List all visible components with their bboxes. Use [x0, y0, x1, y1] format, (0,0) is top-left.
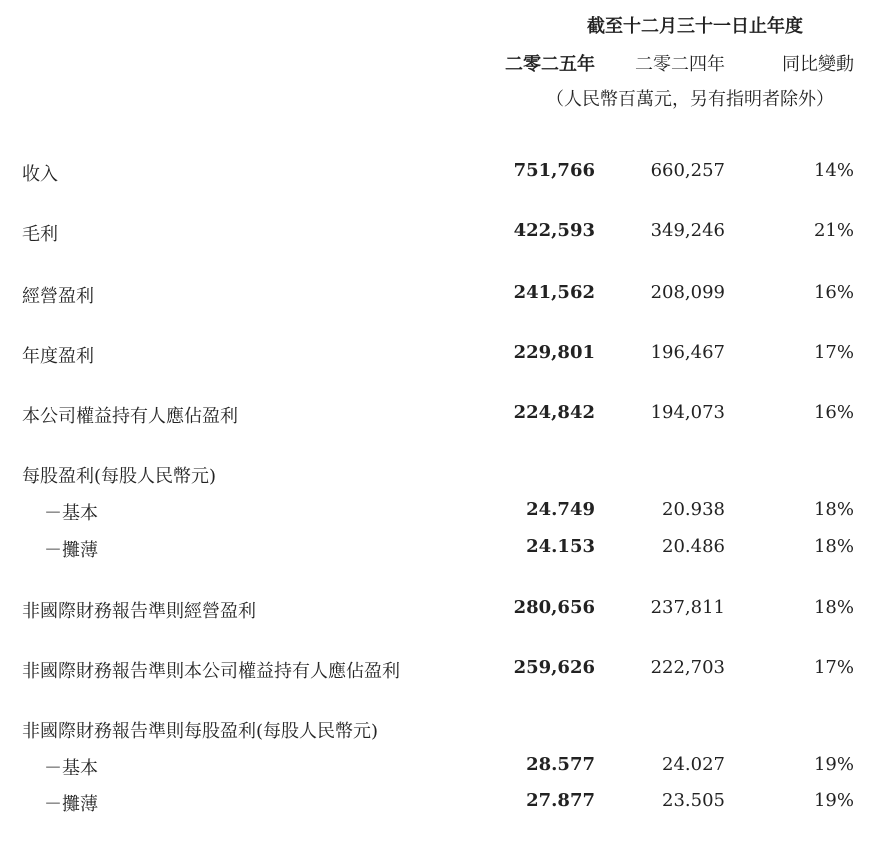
row-label: 經營盈利 — [22, 286, 94, 307]
value-2024: 20.486 — [662, 536, 725, 557]
value-2024: 24.027 — [662, 754, 725, 775]
row-label: －基本 — [44, 503, 98, 524]
value-2025: 422,593 — [513, 220, 595, 241]
yoy-change: 19% — [813, 790, 854, 811]
row-label: 年度盈利 — [22, 346, 94, 367]
value-2025: 229,801 — [513, 342, 595, 363]
row-label: －基本 — [44, 758, 98, 779]
row-label: 毛利 — [22, 224, 58, 245]
value-2025: 24.153 — [526, 536, 595, 557]
yoy-change: 19% — [813, 754, 854, 775]
value-2025: 224,842 — [513, 402, 595, 423]
yoy-change: 18% — [813, 499, 854, 520]
value-2025: 24.749 — [526, 499, 595, 520]
value-2024: 196,467 — [650, 342, 725, 363]
value-2024: 194,073 — [650, 402, 725, 423]
period-heading: 截至十二月三十一日止年度 — [587, 16, 803, 37]
row-label: －攤薄 — [44, 794, 98, 815]
row-label: 非國際財務報告準則本公司權益持有人應佔盈利 — [22, 661, 400, 682]
row-label: 非國際財務報告準則經營盈利 — [22, 601, 256, 622]
row-label: －攤薄 — [44, 540, 98, 561]
value-2024: 222,703 — [650, 657, 725, 678]
yoy-change: 18% — [813, 597, 854, 618]
value-2024: 208,099 — [650, 282, 725, 303]
value-2025: 28.577 — [526, 754, 595, 775]
value-2025: 259,626 — [513, 657, 595, 678]
value-2024: 349,246 — [650, 220, 725, 241]
yoy-change: 17% — [813, 342, 854, 363]
yoy-change: 16% — [813, 402, 854, 423]
value-2024: 20.938 — [662, 499, 725, 520]
row-label: 收入 — [22, 164, 58, 185]
value-2025: 280,656 — [513, 597, 595, 618]
value-2024: 660,257 — [650, 160, 725, 181]
yoy-change: 14% — [813, 160, 854, 181]
yoy-change: 16% — [813, 282, 854, 303]
row-label: 非國際財務報告準則每股盈利(每股人民幣元) — [22, 721, 379, 742]
row-label: 每股盈利(每股人民幣元) — [22, 466, 217, 487]
value-2024: 23.505 — [662, 790, 725, 811]
unit-note: （人民幣百萬元，另有指明者除外） — [546, 89, 834, 110]
value-2025: 27.877 — [526, 790, 595, 811]
value-2024: 237,811 — [650, 597, 725, 618]
yoy-change: 21% — [813, 220, 854, 241]
column-header-2024: 二零二四年 — [635, 54, 725, 75]
yoy-change: 18% — [813, 536, 854, 557]
value-2025: 241,562 — [513, 282, 595, 303]
column-header-2025: 二零二五年 — [505, 54, 595, 75]
column-header-yoy-change: 同比變動 — [782, 54, 854, 75]
value-2025: 751,766 — [513, 160, 595, 181]
yoy-change: 17% — [813, 657, 854, 678]
row-label: 本公司權益持有人應佔盈利 — [22, 406, 238, 427]
